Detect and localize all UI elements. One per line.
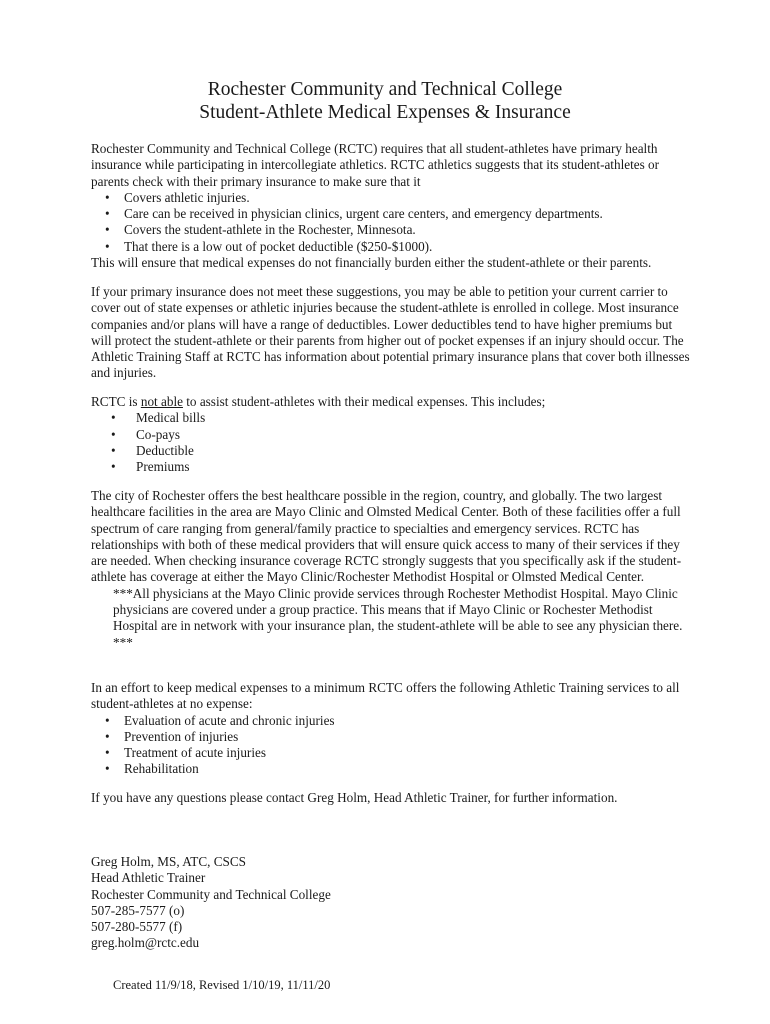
list-item: • Treatment of acute injuries	[105, 745, 266, 761]
bullet-icon: •	[105, 761, 110, 777]
section-questions	[91, 790, 691, 806]
contact-title: Head Athletic Trainer	[91, 870, 206, 886]
section-insurance-requirement	[91, 141, 691, 271]
paragraph-closing: This will ensure that medical expenses do not financially burden either the student-athlete or their parents.	[91, 255, 652, 271]
bullet-icon: •	[105, 728, 110, 744]
list-item: • Co-pays	[111, 426, 180, 442]
paragraph-mayo-note: ***All physicians at the Mayo Clinic provide services through Rochester Methodist Hospital. Mayo Clinic physicians are covered under a group practice. This means that if Mayo Clinic or Rochester Methodist Hospital are in network with your insurance plan, the student-athlete will be able to see any physician there. ***	[113, 585, 683, 650]
paragraph-petition: If your primary insurance does not meet these suggestions, you may be able to petition your current carrier to cover out of state expenses or athletic injuries because the student-athlete is enrolled in college. Most insurance companies and/or plans will have a range of deductibles. Lower deductibles tend to have higher premiums but will protect the student-athlete or their parents from higher out of pocket expenses if an injury should occur. The Athletic Training Staff at RCTC has information about potential primary insurance plans that cover both illnesses and injuries.	[91, 284, 690, 381]
paragraph-questions: If you have any questions please contact Greg Holm, Head Athletic Trainer, for further information.	[91, 790, 618, 805]
revision-footer: Created 11/9/18, Revised 1/10/19, 11/11/20	[113, 978, 331, 992]
list-item: • Premiums	[111, 459, 190, 475]
emphasis-not-able: not able	[140, 394, 183, 409]
bullet-icon: •	[111, 442, 116, 458]
bullet-icon: •	[105, 238, 110, 254]
section-athletic-training-services	[91, 680, 691, 778]
bullet-icon: •	[111, 410, 116, 426]
list-item: • Medical bills	[111, 410, 206, 426]
list-item: • Rehabilitation	[105, 761, 199, 777]
bullet-icon: •	[105, 745, 110, 761]
section-rochester-healthcare	[91, 488, 691, 651]
bullet-icon: •	[105, 222, 110, 238]
bullet-list-services	[91, 713, 691, 778]
bullet-list-expenses	[91, 410, 691, 475]
title-line-2: Student-Athlete Medical Expenses & Insurance	[199, 102, 571, 123]
list-item: • That there is a low out of pocket deductible ($250-$1000).	[105, 238, 433, 254]
list-item: • Deductible	[111, 442, 194, 458]
section-petition-carrier	[91, 284, 691, 382]
list-item: • Covers the student-athlete in the Rochester, Minnesota.	[105, 222, 416, 238]
bullet-icon: •	[111, 426, 116, 442]
bullet-icon: •	[105, 206, 110, 222]
contact-block	[91, 854, 331, 952]
document-title	[0, 78, 770, 124]
list-item: • Covers athletic injuries.	[105, 189, 250, 205]
list-item: • Prevention of injuries	[105, 728, 239, 744]
contact-name: Greg Holm, MS, ATC, CSCS	[91, 854, 246, 869]
bullet-icon: •	[111, 459, 116, 475]
contact-phone: 507-285-7577 (o)	[91, 902, 185, 918]
contact-org: Rochester Community and Technical College	[91, 886, 331, 902]
paragraph-not-able: RCTC is not able to assist student-athletes with their medical expenses. This includes;	[91, 394, 546, 409]
paragraph-intro: Rochester Community and Technical College (RCTC) requires that all student-athletes have primary health insurance while participating in intercollegiate athletics. RCTC athletics suggests that its student-athletes or parents check with their primary insurance to make sure that it	[91, 141, 660, 189]
bullet-icon: •	[105, 189, 110, 205]
paragraph-healthcare: The city of Rochester offers the best healthcare possible in the region, country, and globally. The two largest healthcare facilities in the area are Mayo Clinic and Olmsted Medical Center. Both of these facilities offer a full spectrum of care ranging from general/family practice to specialties and emergency services. RCTC has relationships with both of these medical providers that will ensure quick access to many of their services if they are needed. When checking insurance coverage RCTC strongly suggests that you specifically ask if the student-athlete has coverage at either the Mayo Clinic/Rochester Methodist Hospital or Olmsted Medical Center.	[91, 488, 682, 585]
section-not-able	[91, 394, 691, 475]
bullet-list-insurance	[91, 190, 691, 255]
list-item: • Care can be received in physician clinics, urgent care centers, and emergency departments.	[105, 206, 603, 222]
contact-fax: 507-280-5577 (f)	[91, 919, 183, 935]
list-item: • Evaluation of acute and chronic injuries	[105, 712, 335, 728]
contact-email: greg.holm@rctc.edu	[91, 935, 200, 951]
bullet-icon: •	[105, 712, 110, 728]
paragraph-services-intro: In an effort to keep medical expenses to a minimum RCTC offers the following Athletic Training services to all student-athletes at no expense:	[91, 680, 680, 712]
title-line-1: Rochester Community and Technical College	[207, 79, 563, 100]
